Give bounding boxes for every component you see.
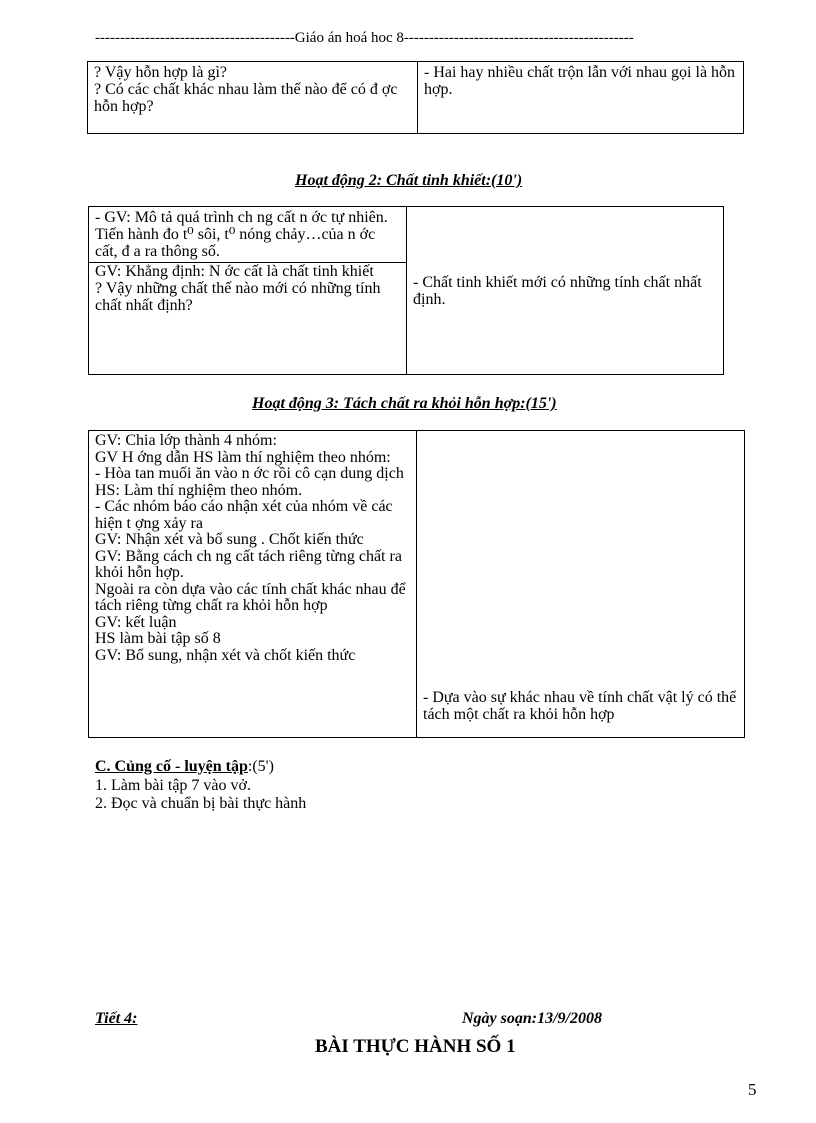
table3-left-line: GV: Bổ sung, nhận xét và chốt kiến thức xyxy=(95,646,356,664)
table1-right-line: - Hai hay nhiều chất trộn lẫn với nhau gọi là hỗn hợp. xyxy=(424,64,736,98)
table2-left-bottom-line: GV: Khẳng định: N ớc cất là chất tinh khiết xyxy=(95,263,374,280)
table3-left-line: GV: kết luận xyxy=(95,613,177,631)
table3-left-line: GV: Bằng cách ch ng cất tách riêng từng chất ra khỏi hỗn hợp. xyxy=(95,547,402,581)
table3-left-line: - Hòa tan muối ăn vào n ớc rồi cô cạn dung dịch xyxy=(95,465,404,482)
table1-left-cell xyxy=(88,62,418,134)
table2-left-top-line: - GV: Mô tả quá trình ch ng cất n ớc tự nhiên. Tiến hành đo t⁰ sôi, t⁰ nóng chảy…của n ớc cất, đ a ra thông số. xyxy=(95,209,388,260)
table3-left-line: GV: Chia lớp thành 4 nhóm: xyxy=(95,432,277,449)
consolidation-item: 1. Làm bài tập 7 vào vở. xyxy=(95,777,251,794)
consolidation-title xyxy=(95,758,274,776)
table1-left-line: ? Có các chất khác nhau làm thế nào để có đ ợc hỗn hợp? xyxy=(94,81,398,115)
table2-inner-divider xyxy=(89,262,406,314)
table3-left-line: HS làm bài tập số 8 xyxy=(95,630,221,647)
table2-left-bottom-line: ? Vậy những chất thế nào mới có những tính chất nhất định? xyxy=(95,280,381,314)
table1-right-cell xyxy=(418,62,744,134)
consolidation-title-text: C. Củng cố - luyện tập xyxy=(95,758,248,775)
ngay-soan: Ngày soạn:13/9/2008 xyxy=(462,1010,602,1027)
table-tach-chat xyxy=(88,430,745,738)
table2-right-cell xyxy=(407,207,724,375)
table-hon-hop xyxy=(87,61,744,134)
lesson-title: BÀI THỰC HÀNH SỐ 1 xyxy=(315,1036,516,1057)
table2-left-cell xyxy=(89,207,407,375)
table2-right-line: - Chất tinh khiết mới có những tính chất nhất định. xyxy=(413,273,702,308)
activity3-heading: Hoạt động 3: Tách chất ra khỏi hỗn hợp:(15') xyxy=(252,395,557,412)
activity2-heading: Hoạt động 2: Chất tinh khiết:(10') xyxy=(295,172,523,189)
table-chat-tinh-khiet xyxy=(88,206,724,375)
table3-left-line: Ngoài ra còn dựa vào các tính chất khác nhau để tách riêng từng chất ra khỏi hỗn hợp xyxy=(95,580,406,614)
tiet-label: Tiết 4: xyxy=(95,1010,138,1027)
page-header: ----------------------------------------Giáo án hoá hoc 8---------------------------------------------- xyxy=(95,30,634,46)
table3-left-line: - Các nhóm báo cáo nhận xét của nhóm về các hiện t ợng xảy ra xyxy=(95,498,393,532)
table1-left-line: ? Vậy hỗn hợp là gì? xyxy=(94,64,228,81)
consolidation-item: 2. Đọc và chuẩn bị bài thực hành xyxy=(95,795,307,812)
table3-left-line: GV H ớng dẫn HS làm thí nghiệm theo nhóm: xyxy=(95,448,391,466)
consolidation-time: :(5') xyxy=(247,758,274,775)
table3-left-cell xyxy=(89,431,417,738)
table3-left-line: HS: Làm thí nghiệm theo nhóm. xyxy=(95,481,303,499)
table3-right-cell xyxy=(417,431,745,738)
table3-left-line: GV: Nhận xét và bổ sung . Chốt kiến thức xyxy=(95,531,364,548)
table3-right-line: - Dựa vào sự khác nhau về tính chất vật lý có thể tách một chất ra khỏi hỗn hợp xyxy=(423,689,737,723)
page-number: 5 xyxy=(748,1080,757,1099)
